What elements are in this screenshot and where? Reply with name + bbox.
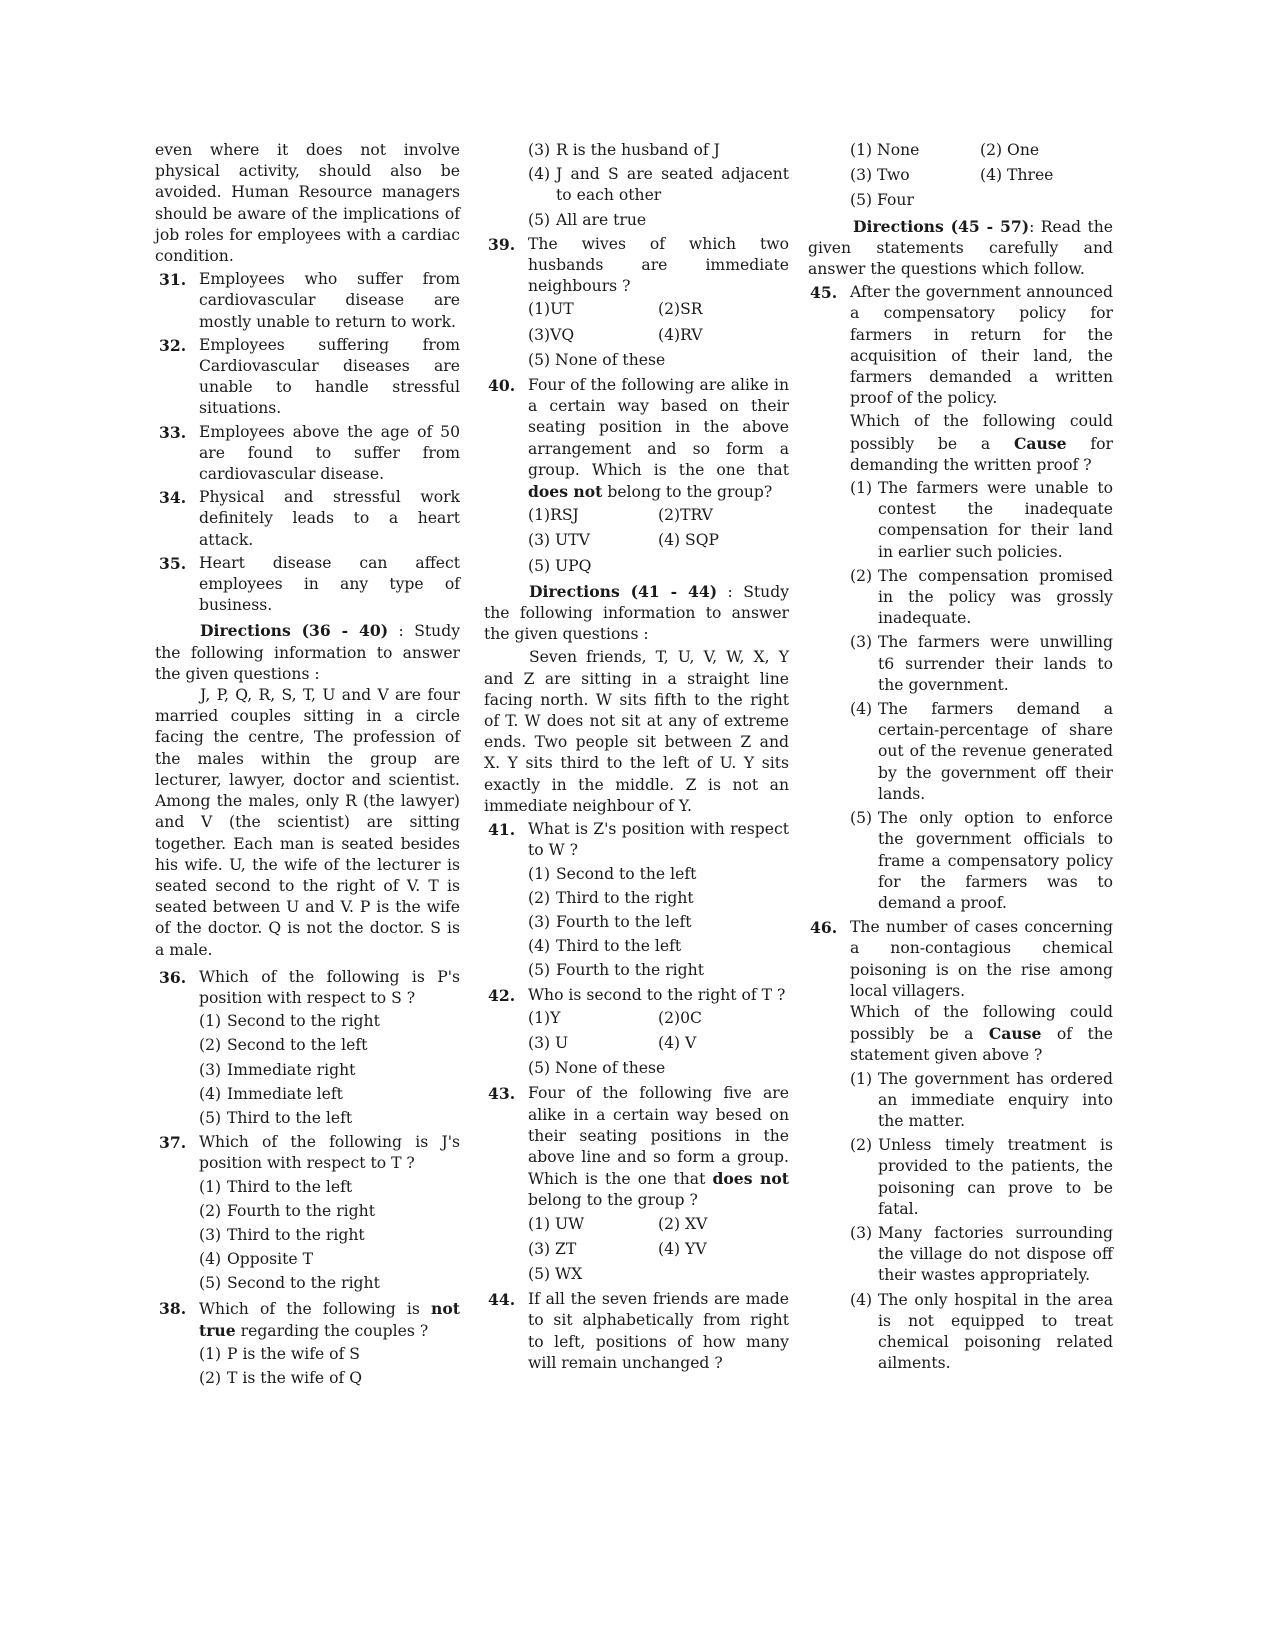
option-text: Third to the left [227, 1177, 353, 1196]
option-number: (1) [199, 1177, 222, 1196]
question-text: If all the seven friends are made to sit alphabetically from right to left, positions of how many will remain unchanged ? [528, 1290, 789, 1372]
option-3[interactable]: (3)VQ [528, 325, 575, 344]
option-number: (2) [850, 1136, 873, 1155]
statement-text: Employees suffering from Cardiovascular diseases are unable to handle stressful situations. [199, 335, 460, 418]
option-text: Unless timely treatment is provided to the patients, the poisoning can prove to be fatal. [878, 1136, 1113, 1218]
option-number: (1) [528, 864, 551, 883]
option-text: Third to the right [227, 1225, 365, 1244]
option-number: (2) [199, 1036, 222, 1055]
statement-35 [155, 553, 460, 617]
statement-32 [155, 335, 460, 420]
directions-text: : Study the following information to answer the given questions : [484, 582, 790, 644]
option-2[interactable] [528, 888, 789, 909]
options-grid [528, 299, 789, 371]
options-grid [528, 505, 789, 577]
option-number: (4) [199, 1250, 222, 1269]
option-4[interactable]: (4) YV [658, 1239, 707, 1258]
option-1[interactable]: (1)UT [528, 300, 574, 319]
option-number: (1) [199, 1012, 222, 1031]
option-number: (4) [199, 1084, 222, 1103]
option-4[interactable]: (4)RV [658, 325, 703, 344]
option-4[interactable] [850, 699, 1113, 805]
directions-text: : Read the given statements carefully and answer the questions which follow. [808, 217, 1113, 279]
option-text: Second to the left [227, 1036, 368, 1055]
option-text: Immediate left [227, 1084, 343, 1103]
options-grid [528, 1214, 789, 1286]
directions-41-44 [484, 581, 789, 646]
question-text-part: Four of the following are alike in a certain way based on their seating position in the above arrangement and so form a group. Which is the one that [528, 376, 789, 479]
question-emphasis: does not [528, 482, 603, 502]
question-text: Which of the following is P's position with respect to S ? [199, 967, 460, 1007]
option-2[interactable]: (2)TRV [658, 506, 713, 525]
question-number: 37. [159, 1133, 187, 1153]
option-number: (1) [850, 479, 873, 498]
option-4[interactable] [199, 1249, 460, 1270]
statement-text: Physical and stressful work definitely leads to a heart attack. [199, 488, 460, 549]
option-2[interactable]: (2)SR [658, 300, 703, 319]
option-1[interactable]: (1) UW [528, 1214, 585, 1233]
option-1[interactable] [850, 478, 1113, 563]
question-text [850, 411, 1113, 476]
option-1[interactable] [199, 1177, 460, 1198]
question-text-part: belong to the group? [602, 483, 773, 502]
statement-text: Heart disease can affect employees in any type of business. [199, 553, 460, 615]
question-text: What is Z's position with respect to W ? [528, 820, 789, 860]
option-2[interactable] [199, 1201, 460, 1222]
statement-text: Employees above the age of 50 are found to suffer from cardiovascular disease. [199, 422, 460, 484]
question-text [850, 1002, 1113, 1067]
question-38 [155, 1298, 460, 1390]
option-1[interactable]: (1) None [850, 141, 920, 159]
option-text: The farmers were unable to contest the inadequate compensation for their land in earlier such policies. [878, 479, 1113, 561]
option-number: (3) [528, 912, 551, 931]
option-3[interactable] [528, 912, 789, 933]
option-text: The compensation promised in the policy was grossly inadequate. [878, 566, 1113, 628]
directions-label: Directions (41 - 44) [529, 581, 718, 601]
column-3 [808, 140, 1113, 1377]
option-number: (1) [199, 1344, 222, 1363]
question-number: 38. [159, 1298, 187, 1318]
option-text: The farmers were unwilling t6 surrender their lands to the government. [878, 633, 1113, 694]
option-number: (3) [199, 1060, 222, 1079]
option-number: (4) [528, 937, 551, 956]
option-number: (2) [850, 566, 873, 585]
question-40 [484, 375, 789, 577]
option-number: (3) [199, 1225, 222, 1244]
option-3[interactable] [528, 140, 789, 161]
statement-31 [155, 269, 460, 333]
option-5[interactable] [528, 960, 789, 981]
options-grid [528, 1008, 789, 1080]
option-number: (2) [528, 888, 551, 907]
option-5[interactable]: (5) WX [528, 1264, 583, 1283]
question-41 [484, 819, 789, 981]
option-5[interactable]: (5) Four [850, 191, 914, 210]
option-5[interactable] [528, 210, 789, 231]
option-4[interactable]: (4) V [658, 1033, 697, 1052]
option-text: All are true [556, 210, 647, 229]
question-46 [808, 917, 1113, 1374]
option-4[interactable] [850, 1290, 1113, 1375]
question-43 [484, 1083, 789, 1285]
option-2[interactable] [199, 1368, 460, 1389]
option-2[interactable] [199, 1035, 460, 1056]
options-list [528, 140, 789, 231]
option-text: The government has ordered an immediate enquiry into the matter. [878, 1069, 1113, 1130]
option-text: Third to the left [227, 1108, 353, 1127]
option-text: R is the husband of J [556, 141, 720, 159]
option-number: (5) [199, 1274, 222, 1293]
option-1[interactable]: (1)Y [528, 1008, 561, 1027]
column-2 [484, 140, 789, 1374]
question-number: 42. [488, 985, 516, 1005]
question-44-continued [808, 140, 1113, 212]
question-text [528, 375, 789, 503]
passage-continuation: even where it does not involve physical activity, should also be avoided. Human Resource managers should be aware of the implications of job roles for employees with a cardiac condition. [155, 141, 460, 266]
question-text-part: Which of the following is [199, 1299, 432, 1318]
statement-33 [155, 422, 460, 486]
options-list [850, 478, 1113, 914]
option-1[interactable]: (1)RSJ [528, 506, 579, 525]
question-text: The wives of which two husbands are immediate neighbours ? [528, 234, 789, 296]
option-3[interactable]: (3) U [528, 1033, 569, 1052]
option-5[interactable] [850, 808, 1113, 914]
option-4[interactable] [199, 1084, 460, 1105]
option-number: (3) [528, 141, 551, 159]
question-37 [155, 1132, 460, 1294]
option-5[interactable]: (5) None of these [528, 1059, 666, 1078]
question-number: 45. [810, 283, 838, 303]
option-1[interactable] [199, 1011, 460, 1032]
option-text: J and S are seated adjacent to each other [556, 165, 789, 205]
option-4[interactable] [528, 936, 789, 957]
question-number: 43. [488, 1084, 516, 1104]
question-text [528, 1083, 789, 1211]
option-number: (4) [850, 1290, 873, 1309]
passage-36-40: J, P, Q, R, S, T, U and V are four married couples sitting in a circle facing the centre, The profession of the males within the group are lecturer, lawyer, doctor and scientist. Among the males, only R (the lawyer) and V (the scientist) are sitting together. Each man is seated besides his wife. U, the wife of the lecturer is seated second to the right of V. T is seated between U and V. P is the wife of the doctor. Q is not the doctor. S is a male. [155, 686, 460, 959]
option-number: (5) [528, 210, 551, 229]
option-text: The only hospital in the area is not equipped to treat chemical poisoning related ailments. [878, 1290, 1113, 1373]
column-1 [155, 140, 460, 1392]
question-emphasis: does not [712, 1169, 789, 1189]
directions-label: Directions (36 - 40) [200, 621, 389, 641]
question-39 [484, 234, 789, 371]
passage-41-44: Seven friends, T, U, V, W, X, Y and Z are sitting in a straight line facing north. W sits fifth to the right of T. W does not sit at any of extreme ends. Two people sit between Z and X. Y sits third to the left of U. Y sits exactly in the middle. Z is not an immediate neighbour of Y. [484, 648, 789, 815]
question-text-part: of the statement given above ? [850, 1025, 1113, 1065]
option-1[interactable] [528, 864, 789, 885]
option-2[interactable] [850, 566, 1113, 630]
options-list [528, 864, 789, 982]
directions-45-57 [808, 216, 1113, 281]
question-text: Who is second to the right of T ? [528, 985, 786, 1004]
question-number: 46. [810, 918, 838, 938]
question-text-part: Which of the following could possibly be a [850, 412, 1113, 453]
statement-number: 32. [159, 335, 187, 355]
option-3[interactable]: (3) Two [850, 166, 910, 185]
question-emphasis: Cause [1014, 433, 1067, 453]
question-number: 39. [488, 234, 516, 254]
option-number: (2) [199, 1369, 222, 1388]
options-list [199, 1344, 460, 1389]
option-2[interactable]: (2) XV [658, 1214, 708, 1233]
question-emphasis: Cause [988, 1024, 1042, 1044]
question-42 [484, 985, 789, 1080]
option-5[interactable]: (5) UPQ [528, 556, 592, 575]
question-text-part: Which of the following could possibly be a [850, 1002, 1113, 1044]
option-3[interactable]: (3) ZT [528, 1239, 577, 1258]
statement-number: 35. [159, 553, 187, 573]
question-number: 40. [488, 376, 516, 396]
question-text-part: Four of the following five are alike in a certain way besed on their seating positions in the above line and so form a group. Which is the one that [528, 1084, 789, 1189]
option-text: Fourth to the right [227, 1201, 375, 1220]
option-4[interactable] [528, 164, 789, 206]
question-36 [155, 967, 460, 1129]
option-number: (3) [850, 1223, 873, 1242]
option-number: (3) [850, 633, 873, 652]
question-text: Which of the following is J's position with respect to T ? [199, 1133, 460, 1173]
option-5[interactable] [199, 1273, 460, 1294]
options-grid [850, 140, 1113, 212]
statement-number: 33. [159, 422, 187, 442]
question-number: 44. [488, 1290, 516, 1310]
option-text: Second to the right [227, 1012, 380, 1031]
option-text: Third to the right [556, 888, 694, 907]
option-number: (1) [850, 1069, 873, 1088]
directions-label: Directions (45 - 57) [853, 216, 1030, 236]
question-statement: The number of cases concerning a non-contagious chemical poisoning is on the rise among local villagers. [850, 918, 1113, 1000]
option-3[interactable] [199, 1225, 460, 1246]
option-text: Fourth to the right [556, 961, 704, 980]
question-text-part: belong to the group ? [528, 1191, 698, 1210]
option-1[interactable] [199, 1344, 460, 1365]
option-2[interactable] [850, 1135, 1113, 1220]
question-45 [808, 282, 1113, 914]
option-text: Immediate right [227, 1060, 356, 1079]
question-text [199, 1298, 460, 1342]
option-2[interactable]: (2) One [980, 141, 1040, 159]
options-list [199, 1177, 460, 1295]
options-list [850, 1069, 1113, 1375]
option-5[interactable] [199, 1108, 460, 1129]
option-number: (5) [850, 809, 873, 828]
option-5[interactable]: (5) None of these [528, 350, 666, 369]
question-statement: After the government announced a compensatory policy for farmers in return for the acquisition of their land, the farmers demanded a written proof of the policy. [850, 283, 1113, 408]
question-38-continued [484, 140, 789, 231]
question-44 [484, 1289, 789, 1374]
option-number: (4) [850, 700, 873, 719]
option-number: (4) [528, 165, 551, 184]
directions-text: : Study the following information to answer the given questions : [155, 622, 461, 683]
directions-36-40 [155, 620, 460, 685]
statement-number: 34. [159, 488, 187, 508]
option-text: Fourth to the left [556, 912, 692, 931]
question-number: 41. [488, 820, 516, 840]
option-text: Opposite T [227, 1250, 313, 1269]
question-text-part: for demanding the written proof ? [850, 434, 1113, 474]
option-3[interactable] [850, 632, 1113, 696]
option-4[interactable]: (4) Three [980, 166, 1054, 185]
option-2[interactable]: (2)0C [658, 1008, 702, 1027]
option-1[interactable] [850, 1069, 1113, 1133]
option-text: The only option to enforce the government officials to frame a compensatory policy for the farmers was to demand a proof. [878, 809, 1113, 912]
statement-number: 31. [159, 270, 187, 290]
option-number: (2) [199, 1201, 222, 1220]
question-number: 36. [159, 967, 187, 987]
option-number: (5) [528, 961, 551, 980]
option-3[interactable] [850, 1223, 1113, 1287]
option-4[interactable]: (4) SQP [658, 531, 720, 550]
option-text: Second to the right [227, 1274, 380, 1293]
option-number: (5) [199, 1108, 222, 1127]
option-text: P is the wife of S [227, 1344, 360, 1363]
statement-34 [155, 487, 460, 551]
option-3[interactable] [199, 1060, 460, 1081]
statement-text: Employees who suffer from cardiovascular disease are mostly unable to return to work. [199, 270, 460, 331]
question-text-part: regarding the couples ? [235, 1321, 429, 1340]
option-text: Many factories surrounding the village do not dispose off their wastes appropriately. [878, 1223, 1113, 1285]
option-text: The farmers demand a certain-percentage of share out of the revenue generated by the government off their lands. [878, 700, 1113, 803]
option-3[interactable]: (3) UTV [528, 531, 590, 550]
option-text: Third to the left [556, 937, 682, 956]
option-text: T is the wife of Q [227, 1369, 362, 1388]
option-text: Second to the left [556, 864, 697, 883]
question-emphasis: not true [199, 1298, 460, 1340]
options-list [199, 1011, 460, 1129]
